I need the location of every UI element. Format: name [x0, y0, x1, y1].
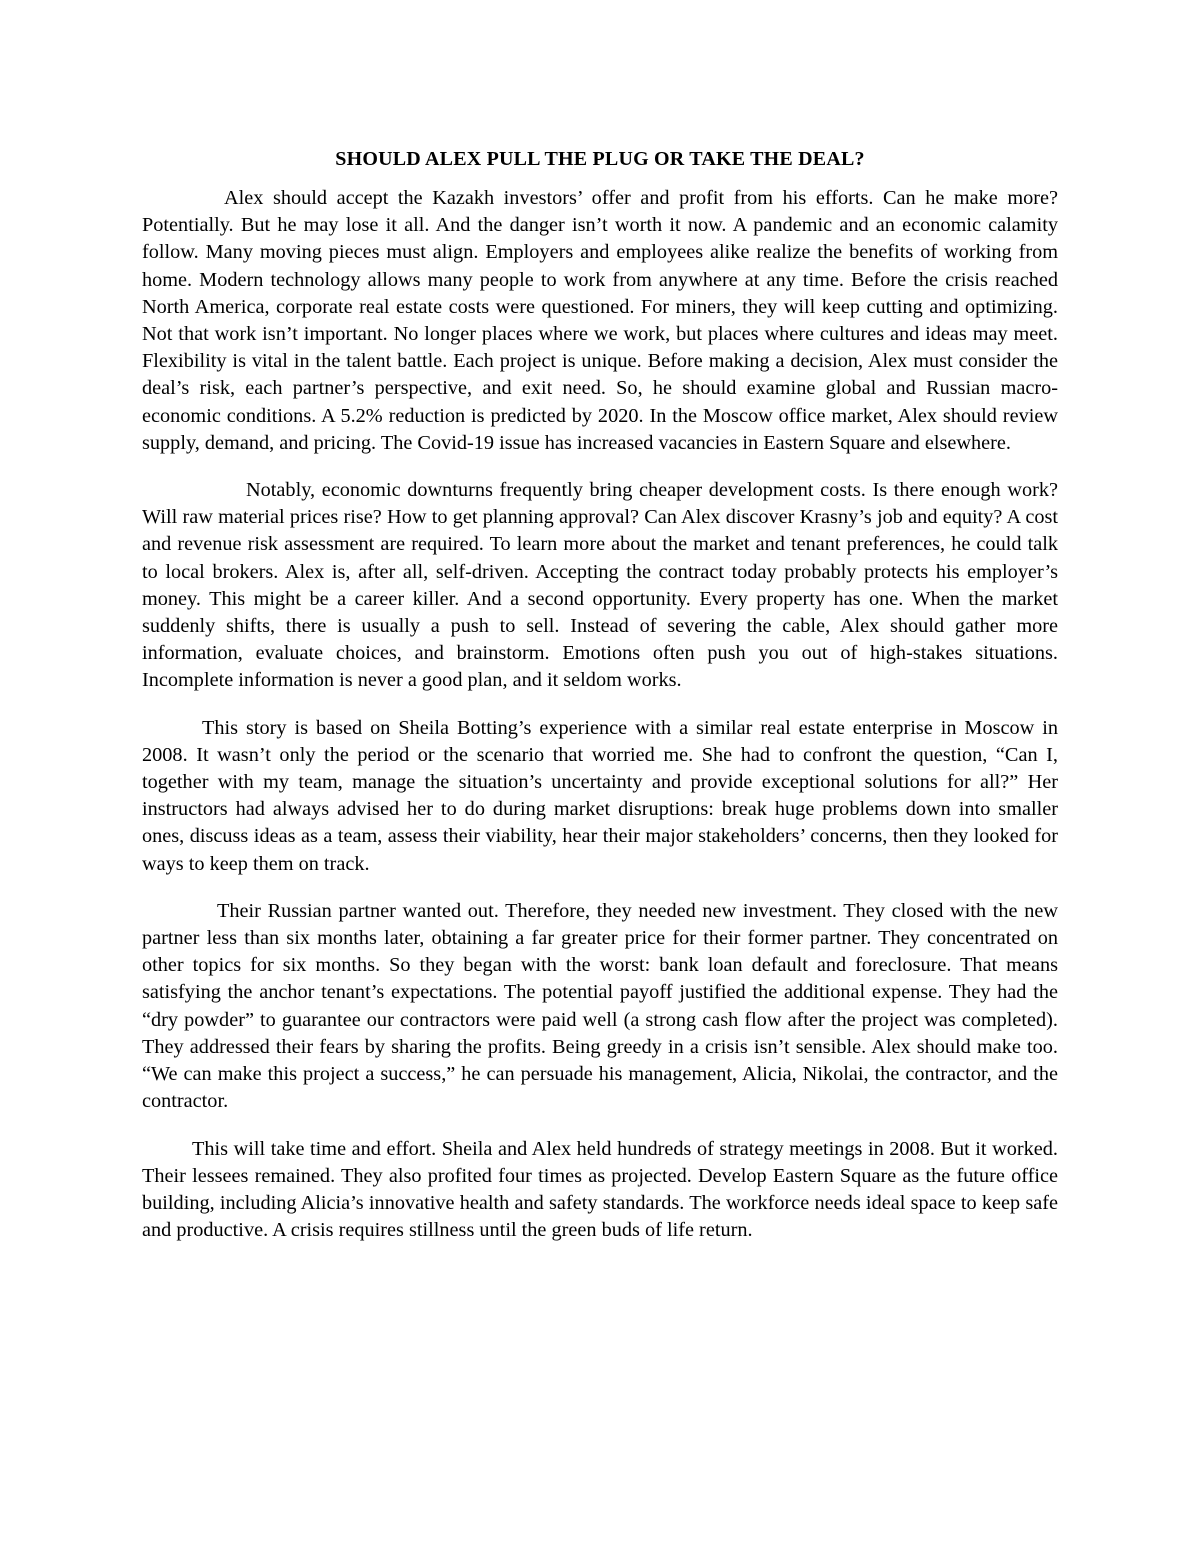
paragraph-5: This will take time and effort. Sheila and Alex held hundreds of strategy meetings in 2008. But it worked. Their lessees remained. They also profited four times as projected. Develop Eastern Square as the future office building, including Alicia’s innovative health and safety standards. The workforce needs ideal space to keep safe and productive. A crisis requires stillness until the green buds of life return. — [142, 1137, 1058, 1242]
paragraph-2: Notably, economic downturns frequently bring cheaper development costs. Is there enough work? Will raw material prices rise? How to get planning approval? Can Alex discover Krasny’s job and equity? A cost and revenue risk assessment are required. To learn more about the market and tenant preferences, he could talk to local brokers. Alex is, after all, self-driven. Accepting the contract today probably protects his employer’s money. This might be a career killer. And a second opportunity. Every property has one. When the market suddenly shifts, there is usually a push to sell. Instead of severing the cable, Alex should gather more information, evaluate choices, and brainstorm. Emotions often push you out of high-stakes situations. Incomplete information is never a good plan, and it seldom works. — [142, 479, 1058, 692]
document-title: SHOULD ALEX PULL THE PLUG OR TAKE THE DEAL? — [335, 148, 865, 170]
paragraph-3: This story is based on Sheila Botting’s experience with a similar real estate enterprise in Moscow in 2008. It wasn’t only the period or the scenario that worried me. She had to confront the question, “Can I, together with my team, manage the situation’s uncertainty and provide exceptional solutions for all?” Her instructors had always advised her to do during market disruptions: break huge problems down into smaller ones, discuss ideas as a team, assess their viability, hear their major stakeholders’ concerns, then they looked for ways to keep them on track. — [142, 716, 1058, 875]
paragraph-1: Alex should accept the Kazakh investors’ offer and profit from his efforts. Can he make more? Potentially. But he may lose it all. And the danger isn’t worth it now. A pandemic and an economic calamity follow. Many moving pieces must align. Employers and employees alike realize the benefits of working from home. Modern technology allows many people to work from anywhere at any time. Before the crisis reached North America, corporate real estate costs were questioned. For miners, they will keep cutting and optimizing. Not that work isn’t important. No longer places where we work, but places where cultures and ideas may meet. Flexibility is vital in the talent battle. Each project is unique. Before making a decision, Alex must consider the deal’s risk, each partner’s perspective, and exit need. So, he should examine global and Russian macro-economic conditions. A 5.2% reduction is predicted by 2020. In the Moscow office market, Alex should review supply, demand, and pricing. The Covid-19 issue has increased vacancies in Eastern Square and elsewhere. — [142, 187, 1058, 454]
paragraph-4: Their Russian partner wanted out. Therefore, they needed new investment. They closed with the new partner less than six months later, obtaining a far greater price for their former partner. They concentrated on other topics for six months. So they began with the worst: bank loan default and foreclosure. That means satisfying the anchor tenant’s expectations. The potential payoff justified the additional expense. They had the “dry powder” to guarantee our contractors were paid well (a strong cash flow after the project was completed). They addressed their fears by sharing the profits. Being greedy in a crisis isn’t sensible. Alex should make too. “We can make this project a success,” he can persuade his management, Alicia, Nikolai, the contractor, and the contractor. — [142, 899, 1058, 1113]
